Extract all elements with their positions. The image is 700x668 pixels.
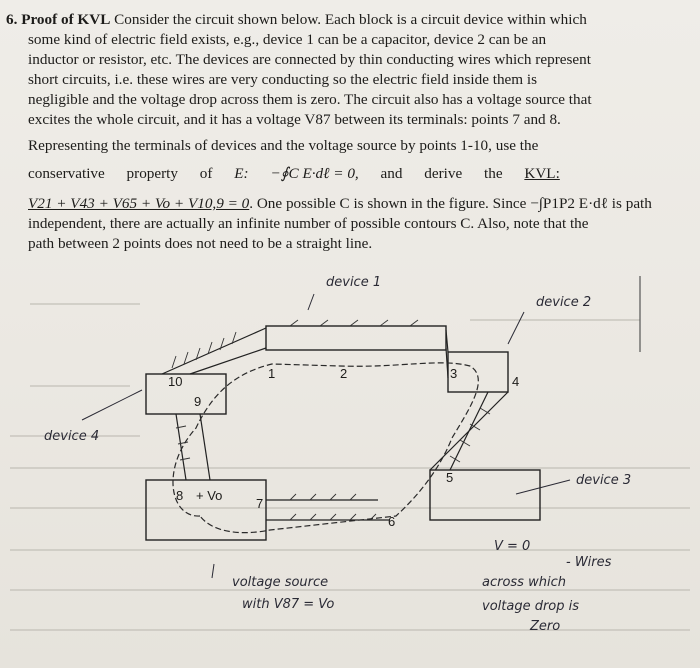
word-of: of [199, 165, 213, 182]
word-conservative: conservative [28, 165, 105, 182]
kvl-equation: V21 + V43 + V65 + Vo + V10,9 = 0 [28, 195, 250, 212]
device-4-pointer [82, 390, 142, 420]
device-3-pointer [516, 480, 570, 494]
note-wires: - Wires [566, 555, 612, 570]
word-e: E: [234, 165, 249, 182]
problem-line-9-rest: . One possible C is shown in the figure. Since −∫P1P2 E·dℓ is path [249, 195, 652, 212]
problem-number: 6. [6, 11, 18, 28]
note-drop: voltage drop is [482, 599, 580, 614]
problem-line-3: inductor or resistor, etc. The devices are connected by thin conducting wires which represent [28, 51, 591, 68]
problem-line-5: negligible and the voltage drop across them is zero. The circuit also has a voltage source that [28, 91, 592, 108]
terminal-7: 7 [256, 496, 264, 511]
device-1-label: device 1 [326, 275, 382, 290]
device-1-pointer [308, 294, 314, 310]
problem-line-7: Representing the terminals of devices and the voltage source by points 1-10, use the [28, 137, 539, 154]
problem-line-2: some kind of electric field exists, e.g., device 1 can be a capacitor, device 2 can be an [28, 31, 547, 48]
note-source-2: with V87 = Vo [242, 597, 335, 612]
device-4-block [146, 374, 226, 414]
terminal-6: 6 [388, 514, 396, 529]
word-kvl: KVL: [524, 165, 560, 182]
device-4-label: device 4 [44, 429, 100, 444]
problem-line-8 [6, 164, 690, 184]
note-v0: V = 0 [494, 539, 531, 554]
problem-line-4: short circuits, i.e. these wires are very conducting so the electric field inside them is [28, 71, 538, 88]
problem-paragraph [6, 10, 690, 130]
terminal-1: 1 [268, 366, 276, 381]
terminal-10: 10 [168, 374, 183, 389]
terminal-2: 2 [340, 366, 348, 381]
conservative-equation: −∮C E·dℓ = 0, [270, 165, 359, 182]
word-the: the [484, 165, 503, 182]
terminal-4: 4 [512, 374, 520, 389]
terminal-9: 9 [194, 394, 202, 409]
device-1-block [266, 326, 446, 350]
note-zero: Zero [530, 619, 561, 634]
problem-line-9 [6, 194, 690, 214]
terminal-5: 5 [446, 470, 454, 485]
device-3-label: device 3 [576, 473, 632, 488]
word-and: and [380, 165, 403, 182]
problem-line-1: Consider the circuit shown below. Each block is a circuit device within which [114, 11, 587, 28]
problem-line-10: independent, there are actually an infinite number of possible contours C. Also, note that the [28, 215, 589, 232]
source-polarity: + Vo [196, 488, 223, 503]
contour-c [173, 363, 478, 533]
problem-line-11: path between 2 points does not need to be a straight line. [28, 235, 373, 252]
note-source-1: voltage source [232, 575, 329, 590]
ruled-lines [10, 304, 690, 630]
problem-paragraph-2 [6, 136, 690, 254]
note-across: across which [482, 575, 566, 590]
device-2-pointer [508, 312, 524, 344]
problem-line-6: excites the whole circuit, and it has a voltage V87 between its terminals: points 7 and 8. [28, 111, 561, 128]
word-derive: derive [424, 165, 463, 182]
problem-title: Proof of KVL [21, 11, 111, 28]
source-pointer [212, 564, 214, 578]
terminal-8: 8 [176, 488, 184, 503]
word-property: property [126, 165, 178, 182]
problem-text [6, 10, 690, 254]
circuit-figure [0, 268, 700, 668]
device-2-label: device 2 [536, 295, 592, 310]
terminal-3: 3 [450, 366, 458, 381]
